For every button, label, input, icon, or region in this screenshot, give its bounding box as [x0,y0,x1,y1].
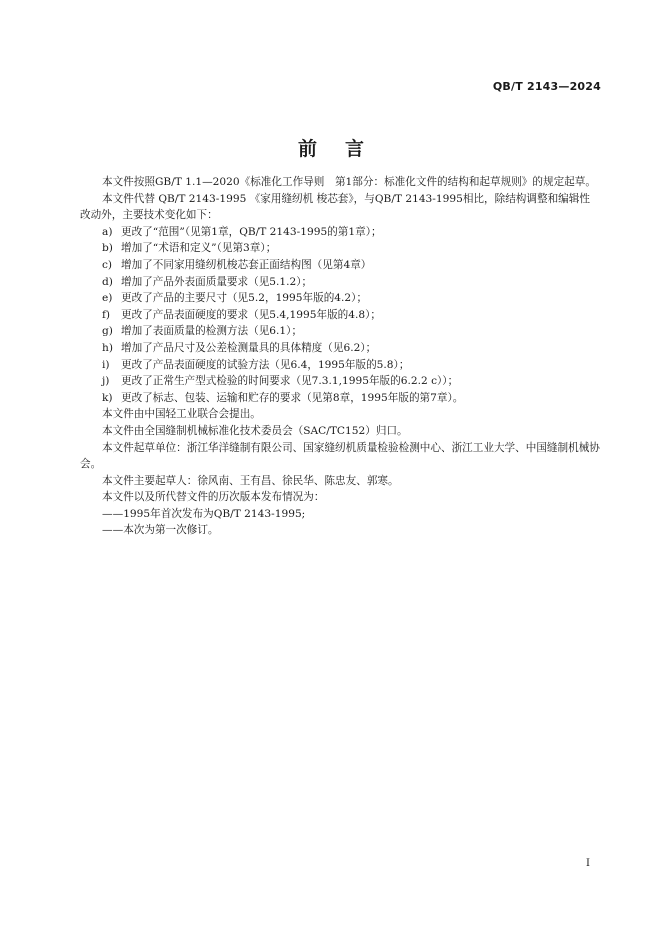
list-marker: e) [102,292,113,305]
paragraph: 本文件以及所代替文件的历次版本发布情况为： [102,491,325,504]
list-item-text: 更改了正常生产型式检验的时间要求（见7.3.1,1995年版的6.2.2 c））； [121,375,459,388]
history-line: ——1995年首次发布为QB/T 2143-1995; [102,507,306,520]
list-item-text: 更改了产品表面硬度的试验方法（见6.4，1995年版的5.8）； [121,358,410,371]
history-line: ——本次为第一次修订。 [102,524,219,537]
list-item-text: 增加了产品外表面质量要求（见5.1.2）； [121,275,313,288]
list-item [80,373,600,390]
paragraph: 本文件由全国缝制机械标准化技术委员会（SAC/TC152）归口。 [102,424,408,437]
list-item-text: 增加了不同家用缝纫机梭芯套正面结构图（见第4章） [121,258,372,271]
list-marker: i) [102,358,110,371]
list-item-text: 更改了产品表面硬度的要求（见5.4,1995年版的4.8）； [121,308,382,321]
list-item [80,224,600,241]
list-item [80,257,600,274]
list-item [80,340,600,357]
list-item-text: 增加了“术语和定义”（见第3章）； [121,242,277,255]
list-item-text: 更改了“范围”（见第1章，QB/T 2143-1995的第1章）； [121,225,382,238]
list-item [80,307,600,324]
document-code: QB/T 2143—2024 [492,80,601,93]
list-item-text: 增加了表面质量的检测方法（见6.1）； [121,325,303,338]
list-item [80,290,600,307]
list-marker: a) [102,225,113,238]
list-item-text: 增加了产品尺寸及公差检测量具的具体精度（见6.2）； [121,341,377,354]
foreword-body [80,174,600,539]
paragraph: 本文件代替 QB/T 2143-1995 《家用缝纫机 梭芯套》，与QB/T 2143-1995相比，除结构调整和编辑性改动外，主要技术变化如下： [80,192,590,222]
list-item [80,357,600,374]
page-title: 前言 [297,138,392,160]
list-marker: h) [102,341,113,354]
list-item [80,390,600,407]
list-marker: j) [102,375,110,388]
paragraph: 本文件起草单位：浙江华洋缝制有限公司、国家缝纫机质量检验检测中心、浙江工业大学、中国缝制机械协会。 [80,441,600,471]
list-marker: k) [102,391,113,404]
list-item-text: 更改了产品的主要尺寸（见5.2，1995年版的4.2）； [121,292,368,305]
list-item [80,240,600,257]
list-marker: c) [102,258,113,271]
list-marker: f) [102,308,111,321]
list-marker: g) [102,325,113,338]
paragraph: 本文件由中国轻工业联合会提出。 [102,408,261,421]
paragraph: 本文件按照GB/T 1.1—2020《标准化工作导则 第1部分：标准化文件的结构和起草规则》的规定起草。 [102,176,596,188]
list-item-text: 更改了标志、包装、运输和贮存的要求（见第8章，1995年版的第7章）。 [121,391,464,404]
changes-list [80,224,600,407]
list-item [80,323,600,340]
list-item [80,274,600,291]
page-number: I [586,858,590,869]
list-marker: d) [102,275,113,288]
paragraph: 本文件主要起草人：徐风南、王有昌、徐民华、陈忠友、郭寒。 [102,474,399,487]
list-marker: b) [102,242,113,255]
